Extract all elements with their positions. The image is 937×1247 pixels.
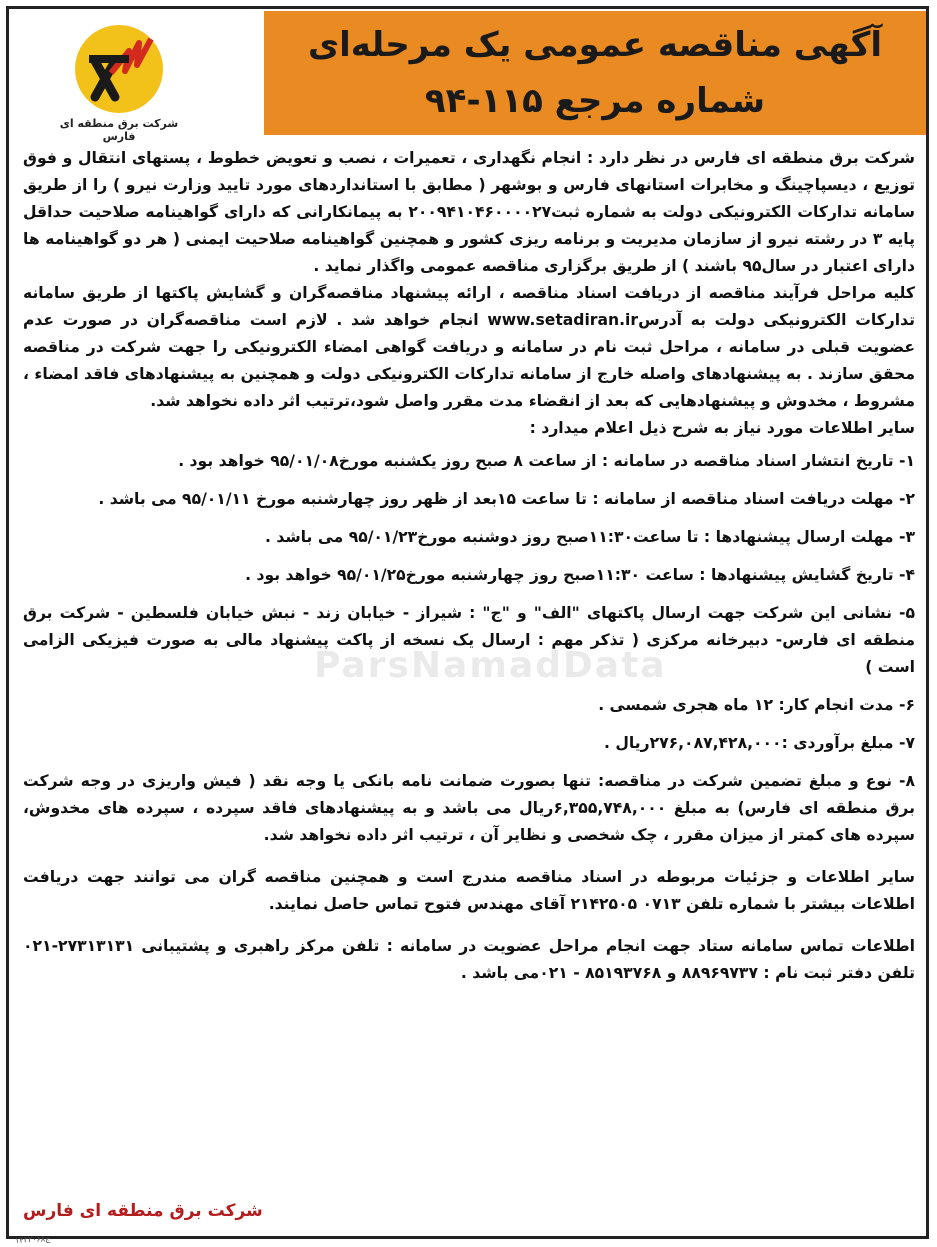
list-item: ۷- مبلغ برآوردی :۲۷۶,۰۸۷,۴۲۸,۰۰۰ریال . [604,734,915,752]
list-item: ۲- مهلت دریافت اسناد مناقصه از سامانه : تا ساعت ۱۵بعد از ظهر روز چهارشنبه مورخ ۹۵/۰۱/۱۱ می باشد . [98,490,915,508]
other-info-line: سایر اطلاعات مورد نیاز به شرح ذیل اعلام میدارد : [529,419,915,437]
list-item: ۱- تاریخ انتشار اسناد مناقصه در سامانه : از ساعت ۸ صبح روز یکشنبه مورخ۹۵/۰۱/۰۸ خواهد بود . [178,452,915,470]
list-item: ۳- مهلت ارسال پیشنهادها : تا ساعت۱۱:۳۰صبح روز دوشنبه مورخ۹۵/۰۱/۲۳ می باشد . [264,528,915,546]
company-logo [49,21,189,143]
announcement-body [23,145,915,987]
list-item: ۶- مدت انجام کار: ۱۲ ماه هجری شمسی . [598,696,915,714]
advertisement-frame [6,6,929,1245]
footer-company-name: شرکت برق منطقه ای فارس [23,1201,263,1221]
footer-code: ۱۴۳۲۰۶۸ج [14,1234,51,1245]
logo-caption: شرکت برق منطقه ای فارس [59,117,179,143]
intro-paragraph: شرکت برق منطقه ای فارس در نظر دارد : انجام نگهداری ، تعمیرات ، نصب و تعویض خطوط ، پستهای انتقال و فوق توزیع ، دیسپاچینگ و مخابرات استانهای فارس و بوشهر ( مطابق با استانداردهای مورد تایید وزارت نیرو ) را از طریق سامانه تدارکات الکترونیکی دولت به شماره ثبت۲۰۰۹۴۱۰۴۶۰۰۰۰۲۷ به پیمانکارانی که دارای گواهینامه صلاحیت حداقل پایه ۳ در رشته نیرو از سازمان مدیریت و برنامه ریزی کشور و همچنین گواهینامه صلاحیت ایمنی ( هر دو گواهینامه ها دارای اعتبار در سال۹۵ باشند ) از طریق برگزاری مناقصه عمومی واگذار نماید . [23,149,916,275]
setad-contact-paragraph: اطلاعات تماس سامانه ستاد جهت انجام مراحل عضویت در سامانه : تلفن مرکز راهبری و پشتیبانی ۲۷۳۱۳۱۳۱-۰۲۱ تلفن دفتر ثبت نام : ۸۸۹۶۹۷۳۷ و ۸۵۱۹۳۷۶۸ - ۰۲۱می باشد . [23,937,915,982]
process-paragraph: کلیه مراحل فرآیند مناقصه از دریافت اسناد مناقصه ، ارائه پیشنهاد مناقصه‌گران و گشایش پاکتها از طریق سامانه تدارکات الکترونیکی دولت به آدرسwww.setadiran.ir انجام خواهد شد . لازم است مناقصه‌گران در صورت عدم عضویت قبلی در سامانه ، مراحل ثبت نام در سامانه و دریافت گواهی امضاء الکترونیکی را جهت شرکت در مناقصه محقق سازند . به پیشنهادهای واصله خارج از سامانه تدارکات الکترونیکی دولت و همچنین به پیشنهادهای فاقد امضاء ، مشروط ، مخدوش و پیشنهادهایی که بعد از انقضاء مدت مقرر واصل شود،ترتیب اثر داده نخواهد شد. [23,284,915,410]
page-title: آگهی مناقصه عمومی یک مرحله‌ای [307,25,883,65]
list-item: ۸- نوع و مبلغ تضمین شرکت در مناقصه: تنها بصورت ضمانت نامه بانکی یا وجه نقد ( فیش واریزی در وجه شرکت برق منطقه ای فارس) به مبلغ ۶,۳۵۵,۷۴۸,۰۰۰ریال می باشد و به پیشنهادهای فاقد سپرده ، سپرده های مخدوش، سپرده های کمتر از میزان مقرر ، چک شخصی و نظایر آن ، ترتیب اثر داده نخواهد شد. [23,772,915,844]
reference-number: شماره مرجع ۱۱۵-۹۴ [424,81,766,121]
power-company-logo-icon [67,21,171,117]
title-banner [264,11,926,135]
list-item: ۵- نشانی این شرکت جهت ارسال پاکتهای "الف" و "ج" : شیراز - خیابان زند - نبش خیابان فلسطین - شرکت برق منطقه ای فارس- دبیرخانه مرکزی ( تذکر مهم : ارسال یک نسخه از پاکت پیشنهاد مالی به صورت فیزیکی الزامی است ) [23,604,915,676]
list-item: ۴- تاریخ گشایش پیشنهادها : ساعت ۱۱:۳۰صبح روز چهارشنبه مورخ۹۵/۰۱/۲۵ خواهد بود . [245,566,915,584]
contact-paragraph: سایر اطلاعات و جزئیات مربوطه در اسناد مناقصه مندرج است و همچنین مناقصه گران می توانند جهت دریافت اطلاعات بیشتر با شماره تلفن ۰۷۱۳ ۲۱۴۲۵۰۵ آقای مهندس فتوح تماس حاصل نمایند. [23,868,915,913]
watermark-text: ParsNamadData [314,645,667,686]
